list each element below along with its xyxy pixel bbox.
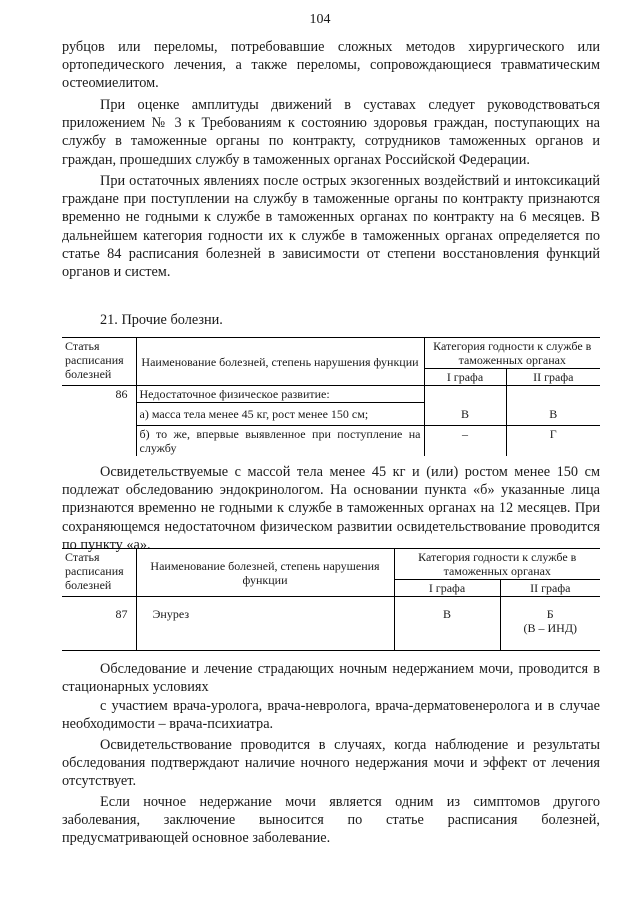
page-number: 104 xyxy=(309,12,331,27)
table-cell-col1: В xyxy=(394,597,500,651)
table-header-col1: I графа xyxy=(424,369,506,386)
table-cell-name: а) масса тела менее 45 кг, рост менее 150 см; xyxy=(136,403,424,426)
table-header-name: Наименование болезней, степень нарушения функции xyxy=(136,549,394,597)
table-row xyxy=(62,403,600,426)
table-header-category: Категория годности к службе в таможенных органах xyxy=(394,549,600,580)
paragraph-body-mass: Освидетельствуемые с массой тела менее 45 кг и (или) ростом менее 150 см подлежат обследованию эндокринологом. На основании пункта «б» указанные лица признаются временно не годными к службе в таможенных органах на 12 месяцев. При сохраняющемся недостаточном физическом развитии освидетельствование проводится по пункту «а». xyxy=(62,464,600,553)
table-header-col2: II графа xyxy=(506,369,600,386)
table-row-title: Недостаточное физическое развитие: xyxy=(136,386,424,403)
paragraph-exogenous-effects: При остаточных явлениях после острых экзогенных воздействий и интоксикаций граждане при поступлении на службу в таможенные органы по контракту признаются временно не годными к службе в таможенных органах по контракту на 6 месяцев. В дальнейшем категория годности их к службе в таможенных органах определяется по статье 84 расписания болезней в зависимости от степени восстановления функций органов и систем. xyxy=(62,173,600,281)
table-article-number: 86 xyxy=(62,386,136,403)
table-cell-name: б) то же, впервые выявленное при поступление на службу xyxy=(136,426,424,457)
section-heading: 21. Прочие болезни. xyxy=(100,312,223,328)
paragraph-examination-conditions: Освидетельствование проводится в случаях, когда наблюдение и результаты обследования подтверждают наличие ночного недержания мочи и эффект от лечения отсутствует. xyxy=(62,737,600,790)
table-header-name: Наименование болезней, степень нарушения функции xyxy=(136,338,424,386)
table-cell-col2: Б xyxy=(546,607,554,621)
table-cell-col2-note: (В – ИНД) xyxy=(523,621,577,635)
table-cell-name: Энурез xyxy=(136,597,394,651)
table-header-article: Статья расписания болезней xyxy=(62,549,136,597)
table-header-col2: II графа xyxy=(500,580,600,597)
paragraph-enuresis-exam: Обследование и лечение страдающих ночным недержанием мочи, проводится в стационарных условиях xyxy=(62,661,600,696)
table-cell-col1: – xyxy=(424,426,506,457)
paragraph-joint-movement: При оценке амплитуды движений в суставах следует руководствоваться приложением № 3 к Требованиям к состоянию здоровья граждан, поступающих на службу в таможенные органы по контракту, сотрудников таможенных органов и граждан, прошедших службу в таможенных органах Российской Федерации. xyxy=(62,97,600,168)
table-article-number: 87 xyxy=(62,597,136,651)
paragraph-symptom-other-disease: Если ночное недержание мочи является одним из симптомов другого заболевания, заключение выносится по статье расписания болезней, предусматривающей основное заболевание. xyxy=(62,794,600,847)
table-row xyxy=(62,597,600,651)
table-header-category: Категория годности к службе в таможенных органах xyxy=(424,338,600,369)
table-header-col1: I графа xyxy=(394,580,500,597)
table-cell-col2: Г xyxy=(549,427,557,441)
table-header-article: Статья расписания болезней xyxy=(62,338,136,386)
table-cell-col1: В xyxy=(424,403,506,426)
paragraph-enuresis-specialists: с участием врача-уролога, врача-невролога, врача-дерматовенеролога и в случае необходимости – врача-психиатра. xyxy=(62,698,600,733)
table-article-87 xyxy=(62,548,600,651)
table-cell-col2: В xyxy=(506,403,600,426)
table-article-86 xyxy=(62,337,600,456)
paragraph-fractures: рубцов или переломы, потребовавшие сложных методов хирургического или ортопедического лечения, а также переломы, сопровождающиеся травматическим остеомиелитом. xyxy=(62,39,600,92)
table-row xyxy=(62,426,600,457)
